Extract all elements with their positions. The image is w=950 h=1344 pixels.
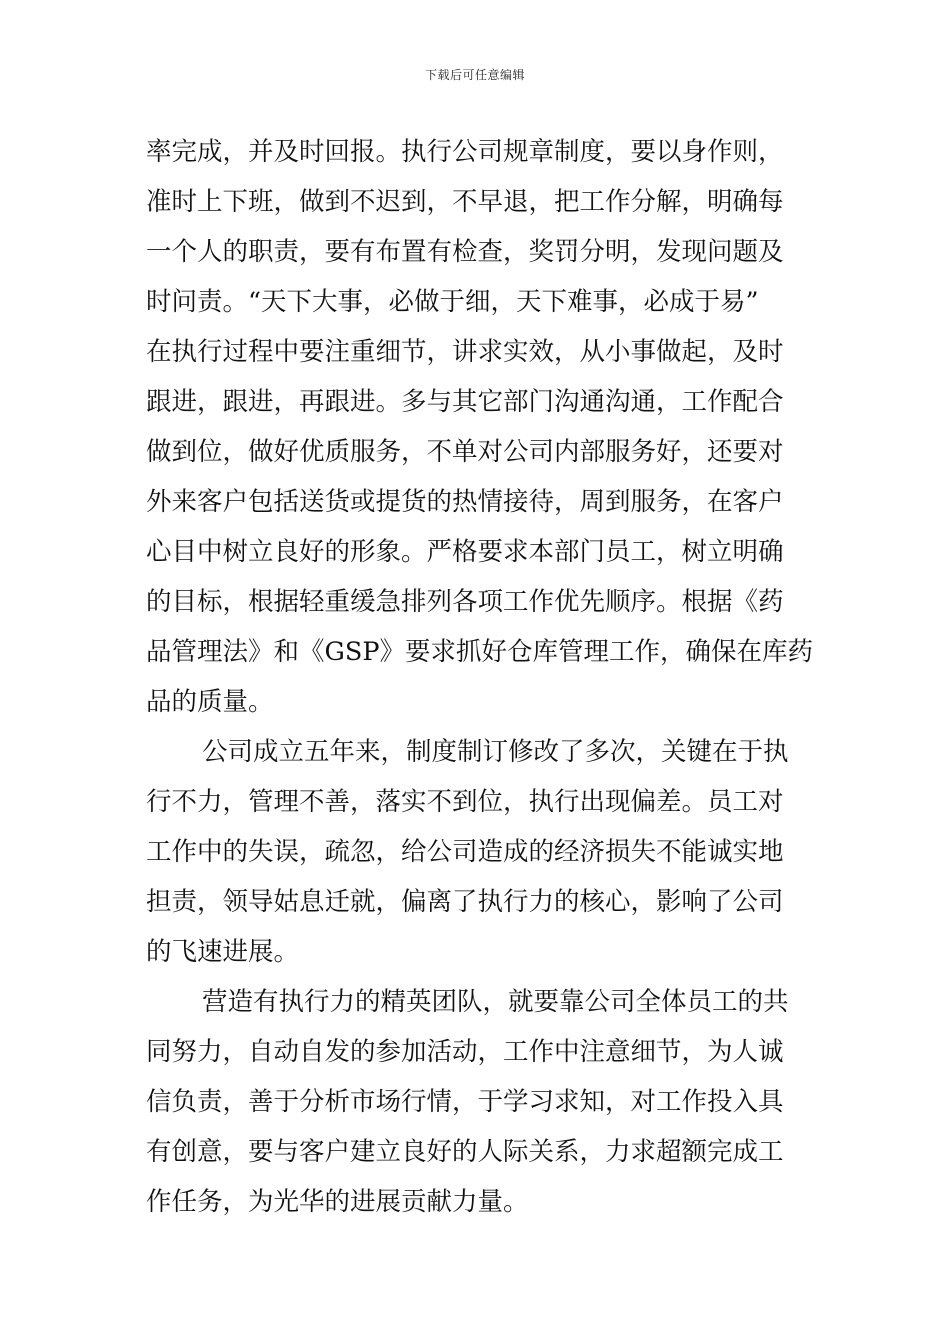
document-body	[146, 127, 813, 1227]
text-line: 跟进，跟进，再跟进。多与其它部门沟通沟通，工作配合	[146, 387, 784, 417]
header-note: 下载后可任意编辑	[424, 68, 525, 82]
text-line: 品的质量。	[146, 687, 274, 717]
paragraph	[146, 727, 806, 977]
text-line: 外来客户包括送货或提货的热情接待，周到服务，在客户	[146, 487, 784, 517]
text-line: 在执行过程中要注重细节，讲求实效，从小事做起，及时	[146, 337, 784, 367]
text-line: 时问责。“天下大事，必做于细，天下难事，必成于易”	[146, 287, 759, 317]
text-line: 营造有执行力的精英团队，就要靠公司全体员工的共	[202, 987, 789, 1017]
text-line: 的飞速进展。	[146, 937, 300, 967]
text-line: 有创意，要与客户建立良好的人际关系，力求超额完成工	[146, 1137, 784, 1167]
text-line: 品管理法》和《GSP》要求抓好仓库管理工作，确保在库药	[146, 637, 813, 667]
text-line: 行不力，管理不善，落实不到位，执行出现偏差。员工对	[146, 787, 784, 817]
text-line: 心目中树立良好的形象。严格要求本部门员工，树立明确	[146, 537, 784, 567]
paragraph	[146, 127, 813, 727]
text-line: 担责，领导姑息迁就，偏离了执行力的核心，影响了公司	[146, 887, 784, 917]
text-line: 信负责，善于分析市场行情，于学习求知，对工作投入具	[146, 1087, 784, 1117]
paragraph	[146, 977, 806, 1227]
text-line: 率完成，并及时回报。执行公司规章制度，要以身作则，	[146, 137, 784, 167]
text-line: 的目标，根据轻重缓急排列各项工作优先顺序。根据《药	[146, 587, 784, 617]
text-line: 一个人的职责，要有布置有检查，奖罚分明，发现问题及	[146, 237, 784, 267]
text-line: 公司成立五年来，制度制订修改了多次，关键在于执	[202, 737, 789, 767]
text-line: 做到位，做好优质服务，不单对公司内部服务好，还要对	[146, 437, 784, 467]
text-line: 工作中的失误，疏忽，给公司造成的经济损失不能诚实地	[146, 837, 784, 867]
text-line: 同努力，自动自发的参加活动，工作中注意细节，为人诚	[146, 1037, 784, 1067]
text-line: 准时上下班，做到不迟到，不早退，把工作分解，明确每	[146, 187, 784, 217]
text-line: 作任务，为光华的进展贡献力量。	[146, 1187, 529, 1217]
